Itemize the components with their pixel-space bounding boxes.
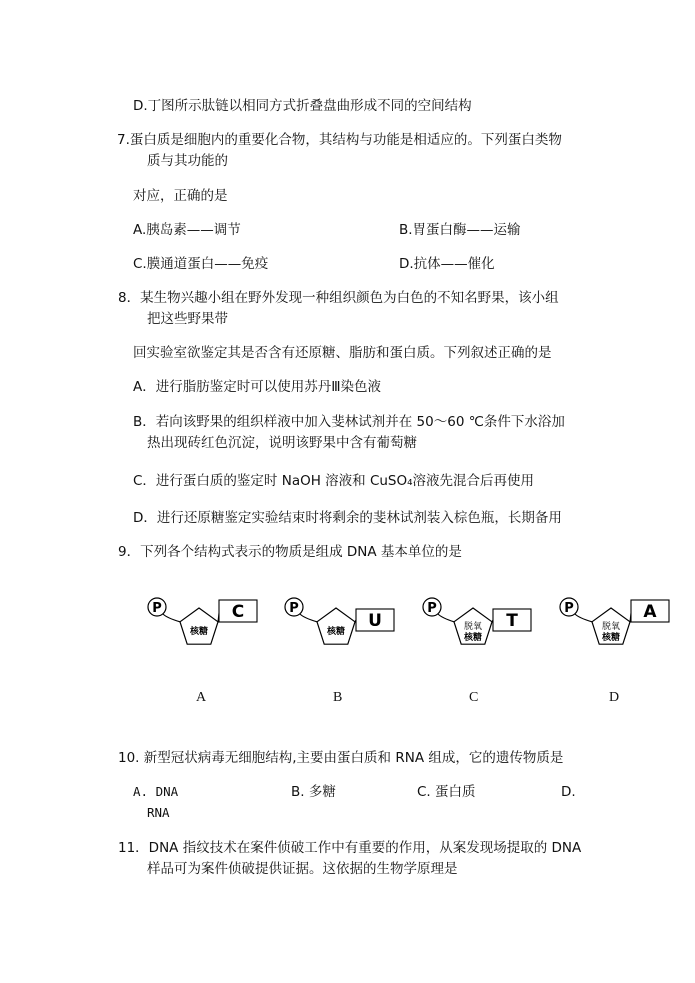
- sugar-label-line2: 核糖: [463, 633, 483, 643]
- phosphate-bond: [575, 614, 592, 622]
- q10-option-a: A. DNA: [133, 784, 179, 799]
- sugar-label-line1: 脱氧: [463, 622, 483, 632]
- q7-stem-line3: 对应，正确的是: [133, 188, 228, 204]
- diagram-label-c: C: [469, 690, 479, 705]
- phosphate-label: P: [564, 601, 574, 616]
- base-label: U: [368, 611, 382, 631]
- nucleotide-b: [285, 598, 394, 644]
- nucleotide-diagram: [0, 590, 695, 670]
- nucleotide-d: [560, 598, 669, 644]
- phosphate-bond: [438, 614, 454, 622]
- sugar-label-line1: 脱氧: [601, 622, 621, 632]
- diagram-label-a: A: [196, 690, 207, 705]
- q10-option-c: C. 蛋白质: [417, 784, 476, 800]
- sugar-label: 核糖: [326, 627, 346, 637]
- q10-option-d-text: RNA: [147, 805, 170, 820]
- q7-option-d: D.抗体——催化: [399, 256, 495, 272]
- sugar-label: 核糖: [189, 627, 209, 637]
- q7-option-c: C.膜通道蛋白——免疫: [133, 256, 269, 272]
- q10-option-b: B. 多糖: [291, 784, 336, 800]
- q8-option-b-line2: 热出现砖红色沉淀，说明该野果中含有葡萄糖: [147, 435, 417, 451]
- q8-stem-line1: 8．某生物兴趣小组在野外发现一种组织颜色为白色的不知名野果，该小组: [118, 290, 559, 306]
- q11-stem-line1: 11．DNA 指纹技术在案件侦破工作中有重要的作用，从案发现场提取的 DNA: [118, 840, 582, 856]
- phosphate-label: P: [427, 601, 437, 616]
- sugar-label-line2: 核糖: [601, 633, 621, 643]
- phosphate-bond: [300, 614, 317, 622]
- q8-option-a: A．进行脂肪鉴定时可以使用苏丹Ⅲ染色液: [133, 379, 382, 395]
- diagram-label-d: D: [609, 690, 620, 705]
- q7-stem-line2: 质与其功能的: [147, 153, 228, 169]
- base-label: A: [643, 602, 657, 622]
- q10-stem: 10. 新型冠状病毒无细胞结构,主要由蛋白质和 RNA 组成，它的遗传物质是: [118, 750, 564, 766]
- q7-stem-line1: 7.蛋白质是细胞内的重要化合物，其结构与功能是相适应的。下列蛋白类物: [117, 132, 562, 148]
- base-label: C: [231, 602, 245, 622]
- q8-option-c: C．进行蛋白质的鉴定时 NaOH 溶液和 CuSO₄溶液先混合后再使用: [133, 473, 535, 489]
- q8-option-d: D．进行还原糖鉴定实验结束时将剩余的斐林试剂装入棕色瓶，长期备用: [133, 510, 562, 526]
- q8-option-b-line1: B．若向该野果的组织样液中加入斐林试剂并在 50～60 ℃条件下水浴加: [133, 414, 565, 430]
- nucleotide-c: [423, 598, 531, 644]
- q7-option-b: B.胃蛋白酶——运输: [399, 222, 521, 238]
- nucleotide-a: [148, 598, 257, 644]
- q11-stem-line2: 样品可为案件侦破提供证据。这依据的生物学原理是: [147, 861, 458, 877]
- q6-option-d: D.丁图所示肽链以相同方式折叠盘曲形成不同的空间结构: [133, 98, 472, 114]
- diagram-label-b: B: [333, 690, 343, 705]
- q10-option-d: D.: [561, 784, 576, 800]
- q9-stem: 9．下列各个结构式表示的物质是组成 DNA 基本单位的是: [118, 544, 462, 560]
- phosphate-label: P: [152, 601, 162, 616]
- base-label: T: [506, 611, 518, 631]
- q7-option-a: A.胰岛素——调节: [133, 222, 241, 238]
- q8-stem-line3: 回实验室欲鉴定其是否含有还原糖、脂肪和蛋白质。下列叙述正确的是: [133, 345, 552, 361]
- phosphate-label: P: [289, 601, 299, 616]
- q8-stem-line2: 把这些野果带: [147, 311, 228, 327]
- phosphate-bond: [163, 614, 180, 622]
